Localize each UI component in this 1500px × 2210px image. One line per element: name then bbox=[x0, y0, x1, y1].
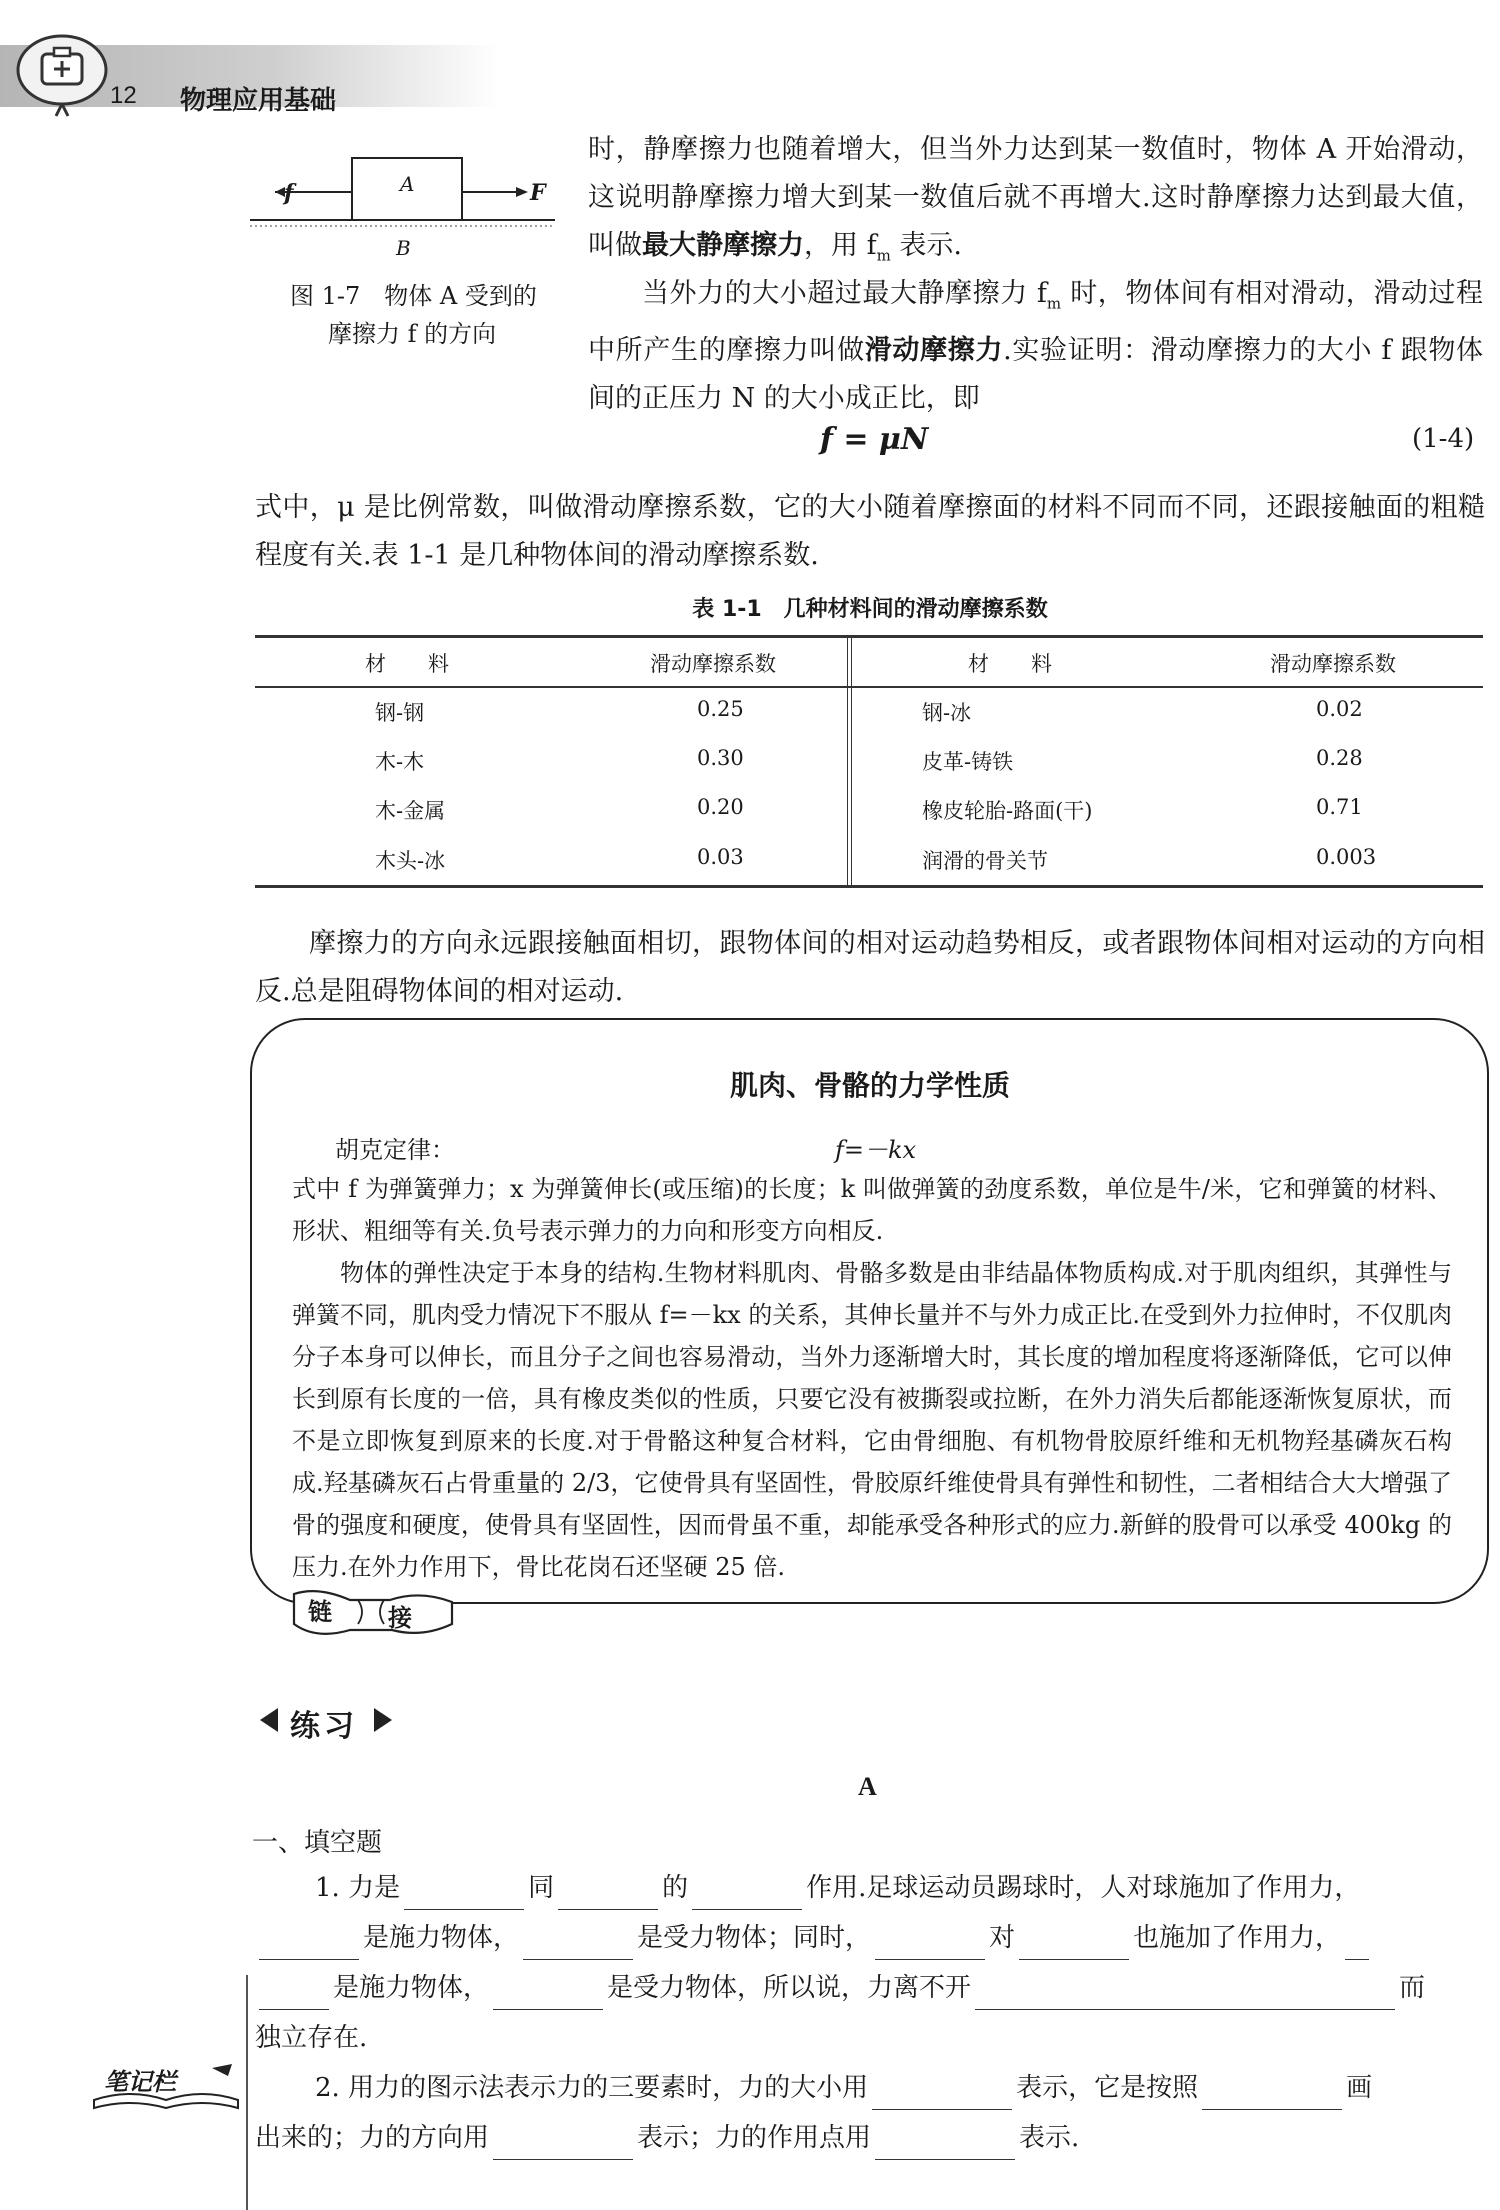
table-header-rule bbox=[255, 686, 1483, 688]
table-cell: 橡皮轮胎-路面(干) bbox=[922, 799, 1093, 823]
answer-blank[interactable] bbox=[404, 1879, 524, 1910]
question-1-line-2: 是施力物体， 是受力物体；同时， 对 也施加了作用力， bbox=[255, 1916, 1485, 1960]
answer-blank[interactable] bbox=[1345, 1929, 1369, 1960]
table-cell: 木头-冰 bbox=[375, 849, 446, 873]
table-cell: 0.20 bbox=[697, 795, 744, 819]
answer-blank[interactable] bbox=[692, 1879, 802, 1910]
link-box-paragraph-spring: 式中 f 为弹簧弹力；x 为弹簧伸长(或压缩)的长度；k 叫做弹簧的劲度系数，单位是牛/米，它和弹簧的材料、形状、粗细等有关.负号表示弹力的力向和形变方向相反. bbox=[292, 1175, 1452, 1245]
term-max-static-friction: 最大静摩擦力 bbox=[642, 230, 804, 261]
table-header-cell: 滑动摩擦系数 bbox=[1270, 652, 1396, 676]
notes-label: 笔记栏 bbox=[104, 2068, 176, 2096]
table-cell: 皮革-铸铁 bbox=[922, 750, 1014, 774]
table-cell: 0.71 bbox=[1316, 795, 1363, 819]
question-2-line-1: 2. 用力的图示法表示力的三要素时，力的大小用 表示，它是按照 画 bbox=[255, 2066, 1485, 2110]
page-number: 12 bbox=[110, 82, 137, 109]
table-cell: 钢-冰 bbox=[922, 701, 972, 725]
answer-blank[interactable] bbox=[872, 2079, 1012, 2110]
paragraph-friction-coefficient: 式中，μ 是比例常数，叫做滑动摩擦系数，它的大小随着摩擦面的材料不同而不同，还跟接触面的粗糙程度有关.表 1-1 是几种物体间的滑动摩擦系数. bbox=[255, 492, 1485, 571]
question-type: 一、填空题 bbox=[252, 1828, 383, 1858]
table-divider bbox=[847, 637, 852, 885]
table-header-cell: 滑动摩擦系数 bbox=[650, 652, 776, 676]
term-sliding-friction: 滑动摩擦力 bbox=[864, 335, 1004, 367]
table-cell: 润滑的骨关节 bbox=[922, 849, 1048, 873]
link-badge-char1: 链 bbox=[308, 1598, 332, 1626]
figure-friction-label: f bbox=[284, 180, 294, 206]
figure-caption-line1: 图 1-7 物体 A 受到的 bbox=[290, 282, 537, 310]
answer-blank[interactable] bbox=[493, 2129, 633, 2160]
figure-caption-line2: 摩擦力 f 的方向 bbox=[328, 320, 497, 348]
table-cell: 0.28 bbox=[1316, 746, 1363, 770]
book-title: 物理应用基础 bbox=[180, 86, 337, 116]
table-cell: 0.03 bbox=[697, 845, 744, 869]
answer-blank[interactable] bbox=[875, 1929, 985, 1960]
table-header-cell: 材 料 bbox=[968, 652, 1052, 676]
figure-block-label: A bbox=[400, 172, 415, 196]
link-box-paragraph-biomaterials: 物体的弹性决定于本身的结构.生物材料肌肉、骨骼多数是由非结晶体物质构成.对于肌肉组织，其弹性与弹簧不同，肌肉受力情况下不服从 f=－kx 的关系，其伸长量并不与外力成正比.在受到外力拉伸时，不仅肌肉分子本身可以伸长，而且分子之间也容易滑动，当外力逐渐增大时，其长度的增加程度将逐渐降低，它可以伸长到原有长度的一倍，具有橡皮类似的性质，只要它没有被撕裂或拉断，在外力消失后都能逐渐恢复原状，而不是立即恢复到原来的长度.对于骨骼这种复合材料，它由骨细胞、有机物骨胶原纤维和无机物羟基磷灰石构成.羟基磷灰石占骨重量的 2/3，它使骨具有坚固性，骨胶原纤维使骨具有弹性和韧性，二者相结合大大增强了骨的强度和硬度，使骨具有坚固性，因而骨虽不重，却能承受各种形式的应力.新鲜的股骨可以承受 400kg 的压力.在外力作用下，骨比花岗石还坚硬 25 倍. bbox=[292, 1259, 1452, 1581]
medical-kit-icon bbox=[12, 30, 112, 120]
paragraph-friction-direction: 摩擦力的方向永远跟接触面相切，跟物体间的相对运动趋势相反，或者跟物体间相对运动的方向相反.总是阻碍物体间的相对运动. bbox=[255, 928, 1485, 1007]
paragraph-max-static-friction: 时，静摩擦力也随着增大，但当外力达到某一数值时，物体 A 开始滑动，这说明静摩擦力增大到某一数值后就不再增大.这时静摩擦力达到最大值，叫做最大静摩擦力，用 $f_m$ 表示. bbox=[588, 134, 1483, 265]
table-cell: 木-木 bbox=[375, 750, 425, 774]
table-cell: 木-金属 bbox=[375, 799, 446, 823]
answer-blank[interactable] bbox=[523, 1929, 633, 1960]
table-cell: 0.003 bbox=[1316, 845, 1377, 869]
link-box-title: 肌肉、骨骼的力学性质 bbox=[729, 1069, 1010, 1102]
table-title: 表 1-1 几种材料间的滑动摩擦系数 bbox=[692, 597, 1048, 622]
exercise-label: 练习 bbox=[290, 1709, 358, 1744]
question-1-line-3: 是施力物体， 是受力物体，所以说，力离不开 而 bbox=[255, 1966, 1485, 2010]
answer-blank[interactable] bbox=[493, 1979, 603, 2010]
question-2-line-2: 出来的；力的方向用 表示；力的作用点用 表示. bbox=[255, 2116, 1485, 2160]
exercise-left-triangle-icon bbox=[258, 1706, 280, 1738]
hooke-formula: f=－kx bbox=[835, 1136, 917, 1164]
paragraph-sliding-friction: 当外力的大小超过最大静摩擦力 $f_m$ 时，物体间有相对滑动，滑动过程中所产生的摩擦力叫做滑动摩擦力.实验证明：滑动摩擦力的大小 f 跟物体间的正压力 N 的大小成正比，即 bbox=[588, 278, 1484, 415]
question-1-line-4: 独立存在. bbox=[255, 2023, 368, 2053]
hooke-label: 胡克定律： bbox=[335, 1136, 455, 1164]
equation-formula: f = μN bbox=[820, 422, 929, 457]
question-1-line-1: 1. 力是 同 的 作用.足球运动员踢球时，人对球施加了作用力， bbox=[255, 1866, 1485, 1910]
notes-margin-line bbox=[246, 1975, 248, 2210]
answer-blank[interactable] bbox=[259, 1929, 359, 1960]
table-cell: 钢-钢 bbox=[375, 701, 425, 725]
exercise-right-triangle-icon bbox=[372, 1706, 394, 1738]
table-top-rule bbox=[255, 635, 1483, 638]
answer-blank[interactable] bbox=[1019, 1929, 1129, 1960]
equation-number: (1-4) bbox=[1412, 424, 1475, 454]
table-cell: 0.30 bbox=[697, 746, 744, 770]
answer-blank[interactable] bbox=[1202, 2079, 1342, 2110]
figure-surface-label: B bbox=[396, 236, 411, 260]
exercise-section-label: A bbox=[858, 1772, 877, 1801]
table-cell: 0.02 bbox=[1316, 697, 1363, 721]
answer-blank[interactable] bbox=[259, 1979, 329, 2010]
table-bottom-rule bbox=[255, 885, 1483, 888]
answer-blank[interactable] bbox=[558, 1879, 658, 1910]
table-header-cell: 材 料 bbox=[365, 652, 449, 676]
figure-force-label: F bbox=[530, 180, 546, 206]
answer-blank[interactable] bbox=[975, 1979, 1395, 2010]
link-badge-char2: 接 bbox=[388, 1604, 412, 1632]
table-cell: 0.25 bbox=[697, 697, 744, 721]
answer-blank[interactable] bbox=[875, 2129, 1015, 2160]
